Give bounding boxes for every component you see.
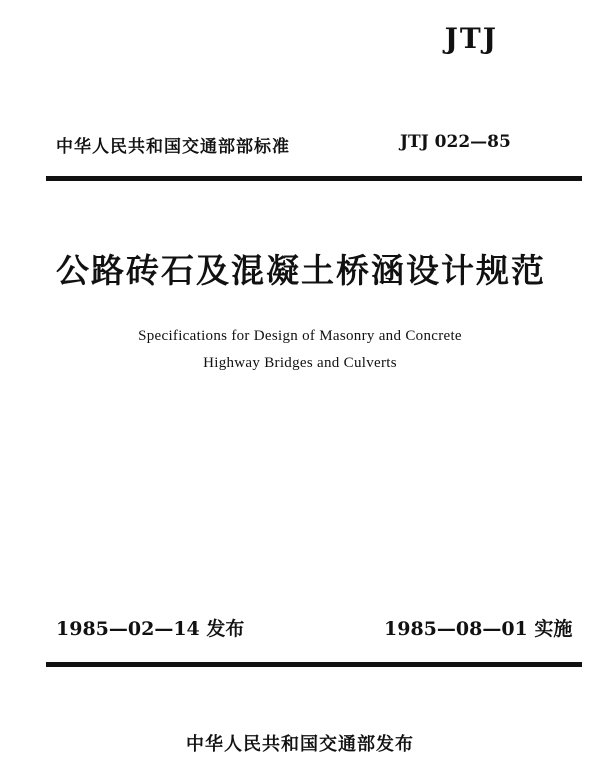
top-rule	[46, 176, 582, 181]
bottom-rule	[46, 662, 582, 667]
standard-code-mark: JTJ	[444, 22, 498, 55]
title-english-line-1: Specifications for Design of Masonry and Concrete	[138, 328, 462, 344]
standard-number: JTJ 022—85	[400, 132, 511, 152]
implementation-date: 1985—08—01 实施	[384, 618, 573, 640]
title-chinese: 公路砖石及混凝土桥涵设计规范	[56, 251, 546, 290]
issue-date: 1985—02—14 发布	[56, 618, 245, 640]
publisher-label: 中华人民共和国交通部发布	[186, 734, 414, 755]
issuer-label: 中华人民共和国交通部部标准	[56, 137, 290, 157]
title-english-line-2: Highway Bridges and Culverts	[203, 355, 397, 371]
